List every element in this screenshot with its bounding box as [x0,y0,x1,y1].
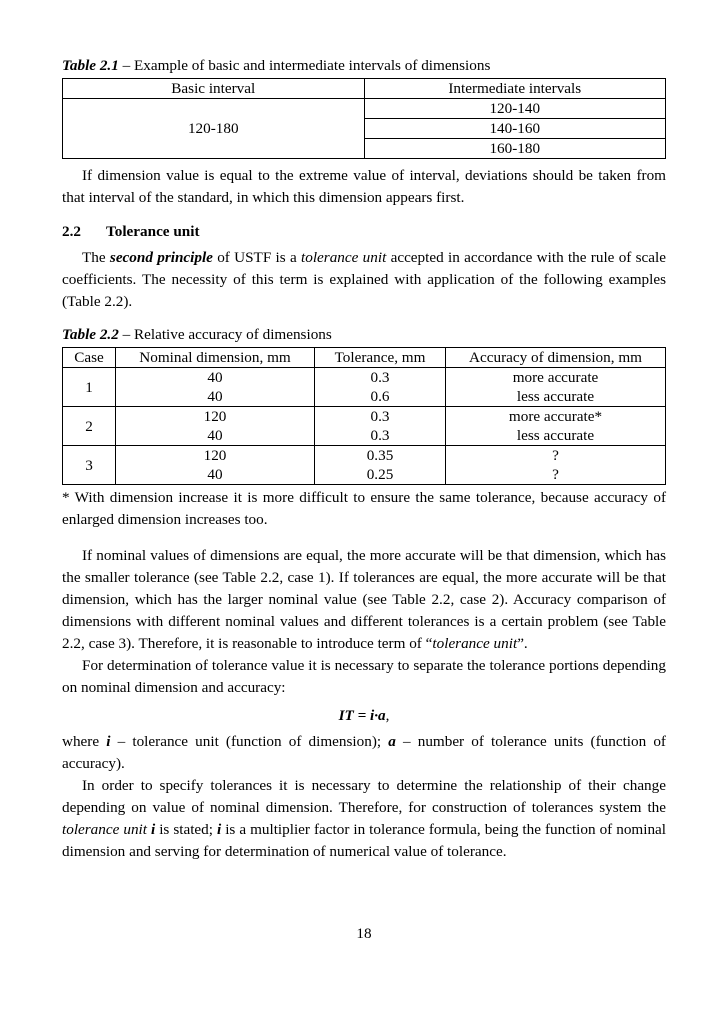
header-basic-interval: Basic interval [63,79,365,99]
cell: 40 [116,368,315,388]
emphasis: tolerance unit [62,821,147,838]
table-row [63,446,666,466]
cell: less accurate [446,387,666,407]
paragraph-where [62,731,666,775]
table-row [63,387,666,407]
case-cell: 2 [63,407,116,446]
text: – number of tolerance units (function of accuracy). [62,733,666,772]
cell: 0.25 [315,465,446,485]
paragraph-nominal-values [62,545,666,655]
paragraph-second-principle [62,247,666,313]
cell: 0.3 [315,426,446,446]
cell: ? [446,446,666,466]
header-nominal-dimension: Nominal dimension, mm [116,348,315,368]
text: is a multiplier factor in tolerance formula, being the function of nominal dimension and serving for determination of numerical value of tolerance. [62,821,667,860]
text: If nominal values of dimensions are equal, the more accurate will be that dimension, which has the smaller tolerance (see Table 2.2, case 1). If tolerances are equal, the more accurate will be that dimension, which has the larger nominal value (see Table 2.2, case 2). Accuracy comparison of dimensions with different nominal values and different tolerances is a certain problem (see Table 2.2, case 3). Therefore, it is reasonable to introduce term of “ [62,547,666,652]
cell: 0.3 [315,407,446,427]
emphasis: tolerance unit [301,249,387,266]
cell: 0.3 [315,368,446,388]
section-title: Tolerance unit [106,223,200,240]
text: – tolerance unit (function of dimension); [110,733,389,750]
section-heading [62,221,666,243]
intermediate-cell: 140-160 [364,119,666,139]
page-body [62,56,666,863]
table-row [63,368,666,388]
section-number: 2.2 [62,223,81,240]
formula [62,705,666,727]
formula-main: IT = i·a [338,707,386,724]
text: where [62,733,107,750]
case-cell: 1 [63,368,116,407]
table-2-2 [62,347,666,485]
cell: 0.6 [315,387,446,407]
text: accepted in accordance with the rule of scale coefficients. The necessity of this term is explained with application of the following examples (Table 2.2). [62,249,666,310]
header-case: Case [63,348,116,368]
header-intermediate-intervals: Intermediate intervals [364,79,666,99]
basic-interval-cell: 120-180 [63,99,365,159]
cell: 120 [116,407,315,427]
cell: more accurate [446,368,666,388]
paragraph-determination: For determination of tolerance value it is necessary to separate the tolerance portions depending on nominal dimension and accuracy: [62,657,666,696]
text: is stated; [155,821,217,838]
cell: 120 [116,446,315,466]
case-cell: 3 [63,446,116,485]
header-accuracy: Accuracy of dimension, mm [446,348,666,368]
table-row [63,465,666,485]
text: The [82,249,110,266]
caption-text: – Relative accuracy of dimensions [118,326,332,343]
table-row [63,407,666,427]
text: of USTF is a [212,249,302,266]
variable: i [216,821,222,838]
emphasis: tolerance unit [432,635,518,652]
formula-tail: , [385,707,390,724]
variable: i [150,821,156,838]
paragraph-specify-tolerances [62,775,666,863]
caption-text: – Example of basic and intermediate intervals of dimensions [118,57,491,74]
table-2-1-caption [62,56,666,76]
cell: 40 [116,426,315,446]
page-number: 18 [356,925,372,942]
emphasis: second principle [109,249,213,266]
header-tolerance: Tolerance, mm [315,348,446,368]
cell: 40 [116,465,315,485]
cell: 40 [116,387,315,407]
intermediate-cell: 120-140 [364,99,666,119]
cell: less accurate [446,426,666,446]
table-2-1 [62,78,666,159]
intermediate-cell: 160-180 [364,139,666,159]
table-row [63,426,666,446]
table-2-2-caption [62,325,666,345]
text: In order to specify tolerances it is necessary to determine the relationship of their change depending on value of nominal dimension. Therefore, for construction of tolerances system the [62,777,666,816]
cell: ? [446,465,666,485]
table-label: Table 2.1 [62,57,119,74]
text: ”. [517,635,528,652]
cell: more accurate* [446,407,666,427]
variable: a [388,733,396,750]
paragraph-extreme-value: If dimension value is equal to the extreme value of interval, deviations should be taken from that interval of the standard, in which this dimension appears first. [62,167,666,206]
footnote: * With dimension increase it is more difficult to ensure the same tolerance, because accuracy of enlarged dimension increases too. [62,489,666,528]
variable: i [106,733,111,750]
cell: 0.35 [315,446,446,466]
table-label: Table 2.2 [62,326,119,343]
